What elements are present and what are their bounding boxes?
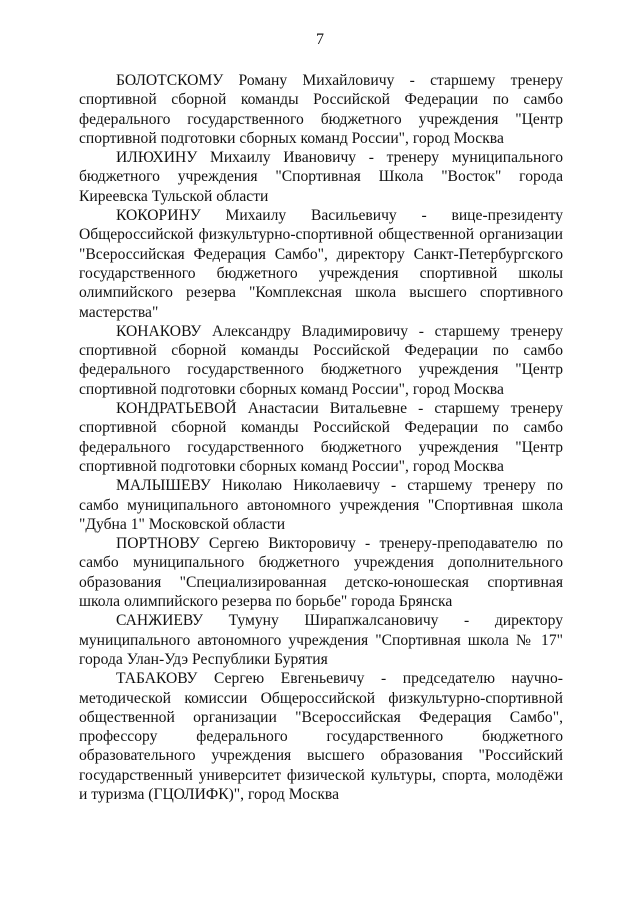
list-entry: ИЛЮХИНУ Михаилу Ивановичу - тренеру муниципального бюджетного учреждения "Спортивная Школа "Восток" города Киреевска Тульской области: [79, 149, 563, 205]
list-entry: КОКОРИНУ Михаилу Васильевичу - вице-президенту Общероссийской физкультурно-спортивной общественной организации "Всероссийская Федерация Самбо", директору Санкт-Петербургского государственного бюджетного учреждения спортивной школы олимпийского резерва "Комплексная школа высшего спортивного мастерства": [79, 207, 563, 321]
list-entry: КОНДРАТЬЕВОЙ Анастасии Витальевне - старшему тренеру спортивной сборной команды Российской Федерации по самбо федерального государственного бюджетного учреждения "Центр спортивной подготовки сборных команд России", город Москва: [79, 400, 563, 475]
list-entry: ПОРТНОВУ Сергею Викторовичу - тренеру-преподавателю по самбо муниципального бюджетного учреждения дополнительного образования "Специализированная детско-юношеская спортивная школа олимпийского резерва по борьбе" города Брянска: [79, 535, 563, 611]
list-entry: МАЛЫШЕВУ Николаю Николаевичу - старшему тренеру по самбо муниципального автономного учреждения "Спортивная школа "Дубна 1" Московской области: [79, 477, 563, 533]
award-list: [79, 71, 563, 804]
list-entry: БОЛОТСКОМУ Роману Михайловичу - старшему тренеру спортивной сборной команды Российской Федерации по самбо федерального государственного бюджетного учреждения "Центр спортивной подготовки сборных команд России", город Москва: [79, 72, 563, 147]
list-entry: КОНАКОВУ Александру Владимировичу - старшему тренеру спортивной сборной команды Российской Федерации по самбо федерального государственного бюджетного учреждения "Центр спортивной подготовки сборных команд России", город Москва: [79, 322, 563, 398]
list-entry: ТАБАКОВУ Сергею Евгеньевичу - председателю научно-методической комиссии Общероссийской физкультурно-спортивной общественной организации "Всероссийская Федерация Самбо", профессору федерального государственного бюджетного образовательного учреждения высшего образования "Российский государственный университет физической культуры, спорта, молодёжи и туризма (ГЦОЛИФК)", город Москва: [79, 670, 563, 803]
list-entry: САНЖИЕВУ Тумуну Ширапжалсановичу - директору муниципального автономного учреждения "Спортивная школа № 17" города Улан-Удэ Республики Бурятия: [79, 612, 563, 668]
page-number: 7: [316, 31, 324, 48]
